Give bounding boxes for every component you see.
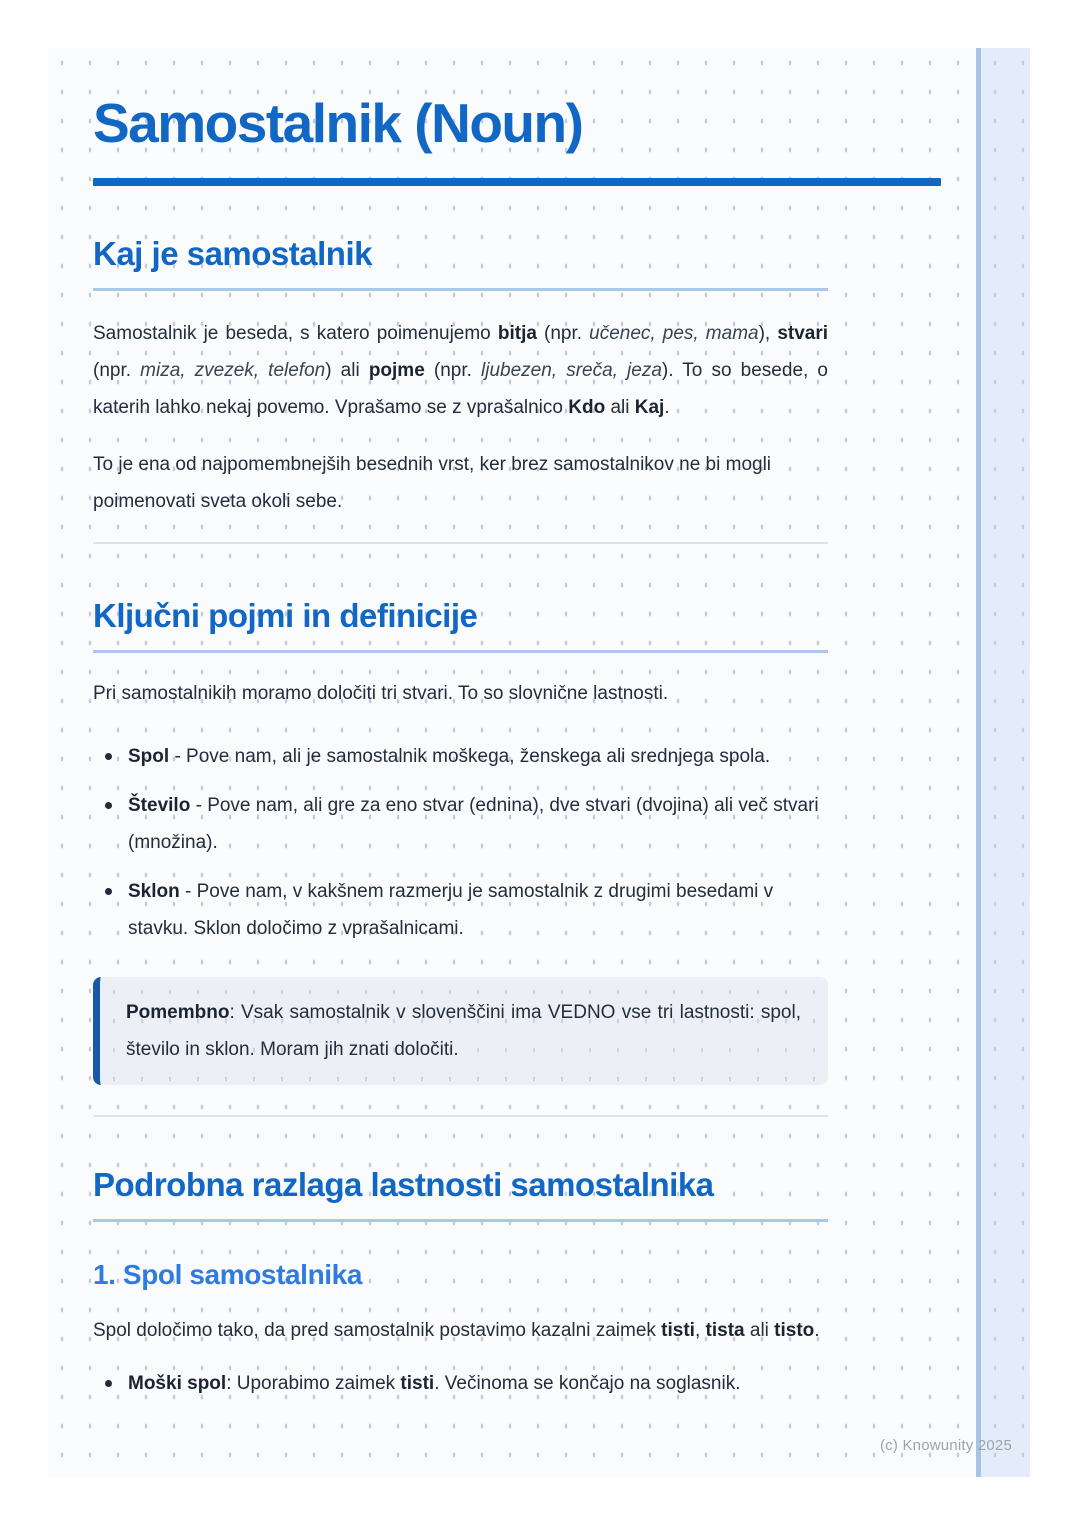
list-item-stevilo xyxy=(93,787,828,861)
plain-text: To je ena od najpomembnejših besednih vrst, ker brez samostalnikov ne bi mogli poimenovati sveta okoli sebe. xyxy=(93,454,772,512)
copyright-note: (c) Knowunity 2025 xyxy=(879,1437,1012,1454)
paragraph-spol-explanation xyxy=(93,1312,828,1349)
plain-text: . xyxy=(814,1320,820,1341)
bold-text: Pomembno xyxy=(126,1002,230,1023)
plain-text: ) ali xyxy=(325,360,369,381)
bold-text: Kdo xyxy=(568,397,606,418)
bold-text: stvari xyxy=(777,323,829,344)
plain-text: - Pove nam, ali gre za eno stvar (ednina), dve stvari (dvojina) ali več stvari (množina). xyxy=(128,795,819,853)
plain-text: : Uporabimo zaimek xyxy=(226,1373,401,1394)
plain-text: ali xyxy=(744,1320,775,1341)
plain-text: . xyxy=(664,397,670,418)
paragraph-importance xyxy=(93,446,828,520)
section-heading-what: Kaj je samostalnik xyxy=(93,232,828,291)
italic-text: ljubezen, sreča, jeza xyxy=(481,360,662,381)
list-item-spol xyxy=(93,738,828,775)
plain-text: ali xyxy=(605,397,635,418)
bold-text: pojme xyxy=(368,360,425,381)
page-edge-strip xyxy=(976,48,1030,1477)
bold-text: Kaj xyxy=(634,397,665,418)
section-divider xyxy=(93,542,828,544)
plain-text: , xyxy=(694,1320,706,1341)
page-content xyxy=(93,48,941,1414)
bold-text: tisti xyxy=(661,1320,695,1341)
italic-text: učenec, pes, mama xyxy=(589,323,759,344)
bold-text: tista xyxy=(705,1320,745,1341)
plain-text: - Pove nam, v kakšnem razmerju je samostalnik z drugimi besedami v stavku. Sklon določimo z vprašalnicami. xyxy=(128,881,774,939)
notes-page xyxy=(48,48,1030,1477)
subsection-heading-spol: 1. Spol samostalnika xyxy=(93,1259,362,1290)
properties-list xyxy=(93,738,828,947)
plain-text: . Večinoma se končajo na soglasnik. xyxy=(434,1373,741,1394)
important-callout xyxy=(93,977,828,1085)
bold-text: Moški spol xyxy=(128,1373,227,1394)
plain-text: - Pove nam, ali je samostalnik moškega, ženskega ali srednjega spola. xyxy=(169,746,771,767)
bold-text: bitja xyxy=(497,323,537,344)
plain-text: Spol določimo tako, da pred samostalnik postavimo kazalni zaimek xyxy=(93,1320,662,1341)
plain-text: Samostalnik je beseda, s katero poimenujemo xyxy=(93,323,498,344)
italic-text: miza, zvezek, telefon xyxy=(140,360,326,381)
plain-text: ), xyxy=(758,323,778,344)
section-divider xyxy=(93,1115,828,1117)
list-item-sklon xyxy=(93,873,828,947)
bold-text: Spol xyxy=(128,746,170,767)
gender-list xyxy=(93,1365,828,1402)
paragraph-key-intro: Pri samostalnikih moramo določiti tri stvari. To so slovnične lastnosti. xyxy=(93,683,669,704)
plain-text: (npr. xyxy=(93,360,141,381)
title-rule xyxy=(93,178,941,186)
bold-text: Število xyxy=(128,795,191,816)
list-item-moski-spol xyxy=(93,1365,828,1402)
bold-text: tisti xyxy=(400,1373,435,1394)
plain-text: (npr. xyxy=(536,323,590,344)
bold-text: Sklon xyxy=(128,881,180,902)
plain-text: (npr. xyxy=(424,360,482,381)
plain-text: : Vsak samostalnik v slovenščini ima VEDNO vse tri lastnosti: spol, število in sklon. Moram jih znati določiti. xyxy=(126,1002,801,1060)
section-heading-detail: Podrobna razlaga lastnosti samostalnika xyxy=(93,1163,828,1222)
plain-text: ). To so besede, o katerih lahko nekaj povemo. Vprašamo se z vprašalnico xyxy=(93,360,828,418)
paragraph-definition xyxy=(93,315,828,426)
page-title: Samostalnik (Noun) xyxy=(93,92,583,154)
bold-text: tisto xyxy=(774,1320,815,1341)
section-heading-key-terms: Ključni pojmi in definicije xyxy=(93,594,828,653)
